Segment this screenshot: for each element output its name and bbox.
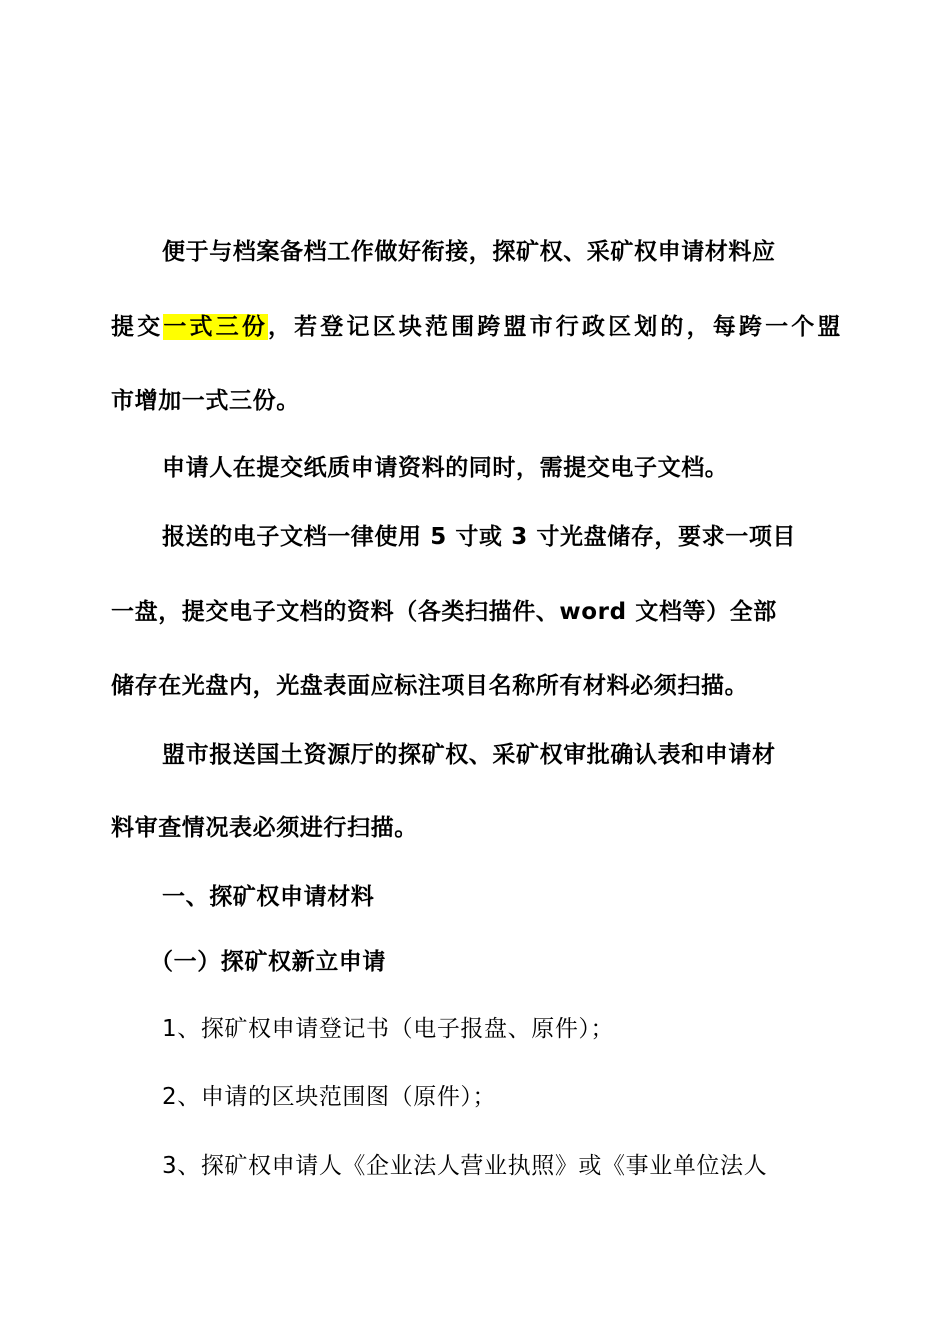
paragraph-1-line-3: 市增加一式三份。 — [111, 388, 300, 414]
subsection-heading: （一）探矿权新立申请 — [150, 949, 386, 975]
paragraph-1-line-2 — [111, 311, 841, 343]
paragraph-4-line-2: 料审查情况表必须进行扫描。 — [111, 815, 418, 841]
paragraph-3-line-2: 一盘，提交电子文档的资料（各类扫描件、word 文档等）全部 — [111, 599, 777, 625]
paragraph-1-line-2-start: 提交 — [111, 314, 164, 340]
list-item-3: 3、探矿权申请人《企业法人营业执照》或《事业单位法人 — [162, 1153, 768, 1179]
highlighted-text: 一式三份 — [163, 314, 268, 340]
paragraph-3-line-1: 报送的电子文档一律使用 5 寸或 3 寸光盘储存，要求一项目 — [162, 524, 797, 550]
paragraph-3-line-3: 储存在光盘内，光盘表面应标注项目名称所有材料必须扫描。 — [111, 673, 749, 699]
paragraph-1-line-2-end: ，若登记区块范围跨盟市行政区划的，每跨一个盟 — [267, 314, 841, 340]
paragraph-4-line-1: 盟市报送国土资源厅的探矿权、采矿权审批确认表和申请材 — [162, 742, 776, 768]
list-item-1: 1、探矿权申请登记书（电子报盘、原件）； — [162, 1016, 615, 1042]
section-heading: 一、探矿权申请材料 — [162, 884, 375, 910]
list-item-2: 2、申请的区块范围图（原件）； — [162, 1084, 497, 1110]
paragraph-2-line-1: 申请人在提交纸质申请资料的同时，需提交电子文档。 — [162, 455, 729, 481]
paragraph-1-line-1: 便于与档案备档工作做好衔接，探矿权、采矿权申请材料应 — [162, 239, 776, 265]
